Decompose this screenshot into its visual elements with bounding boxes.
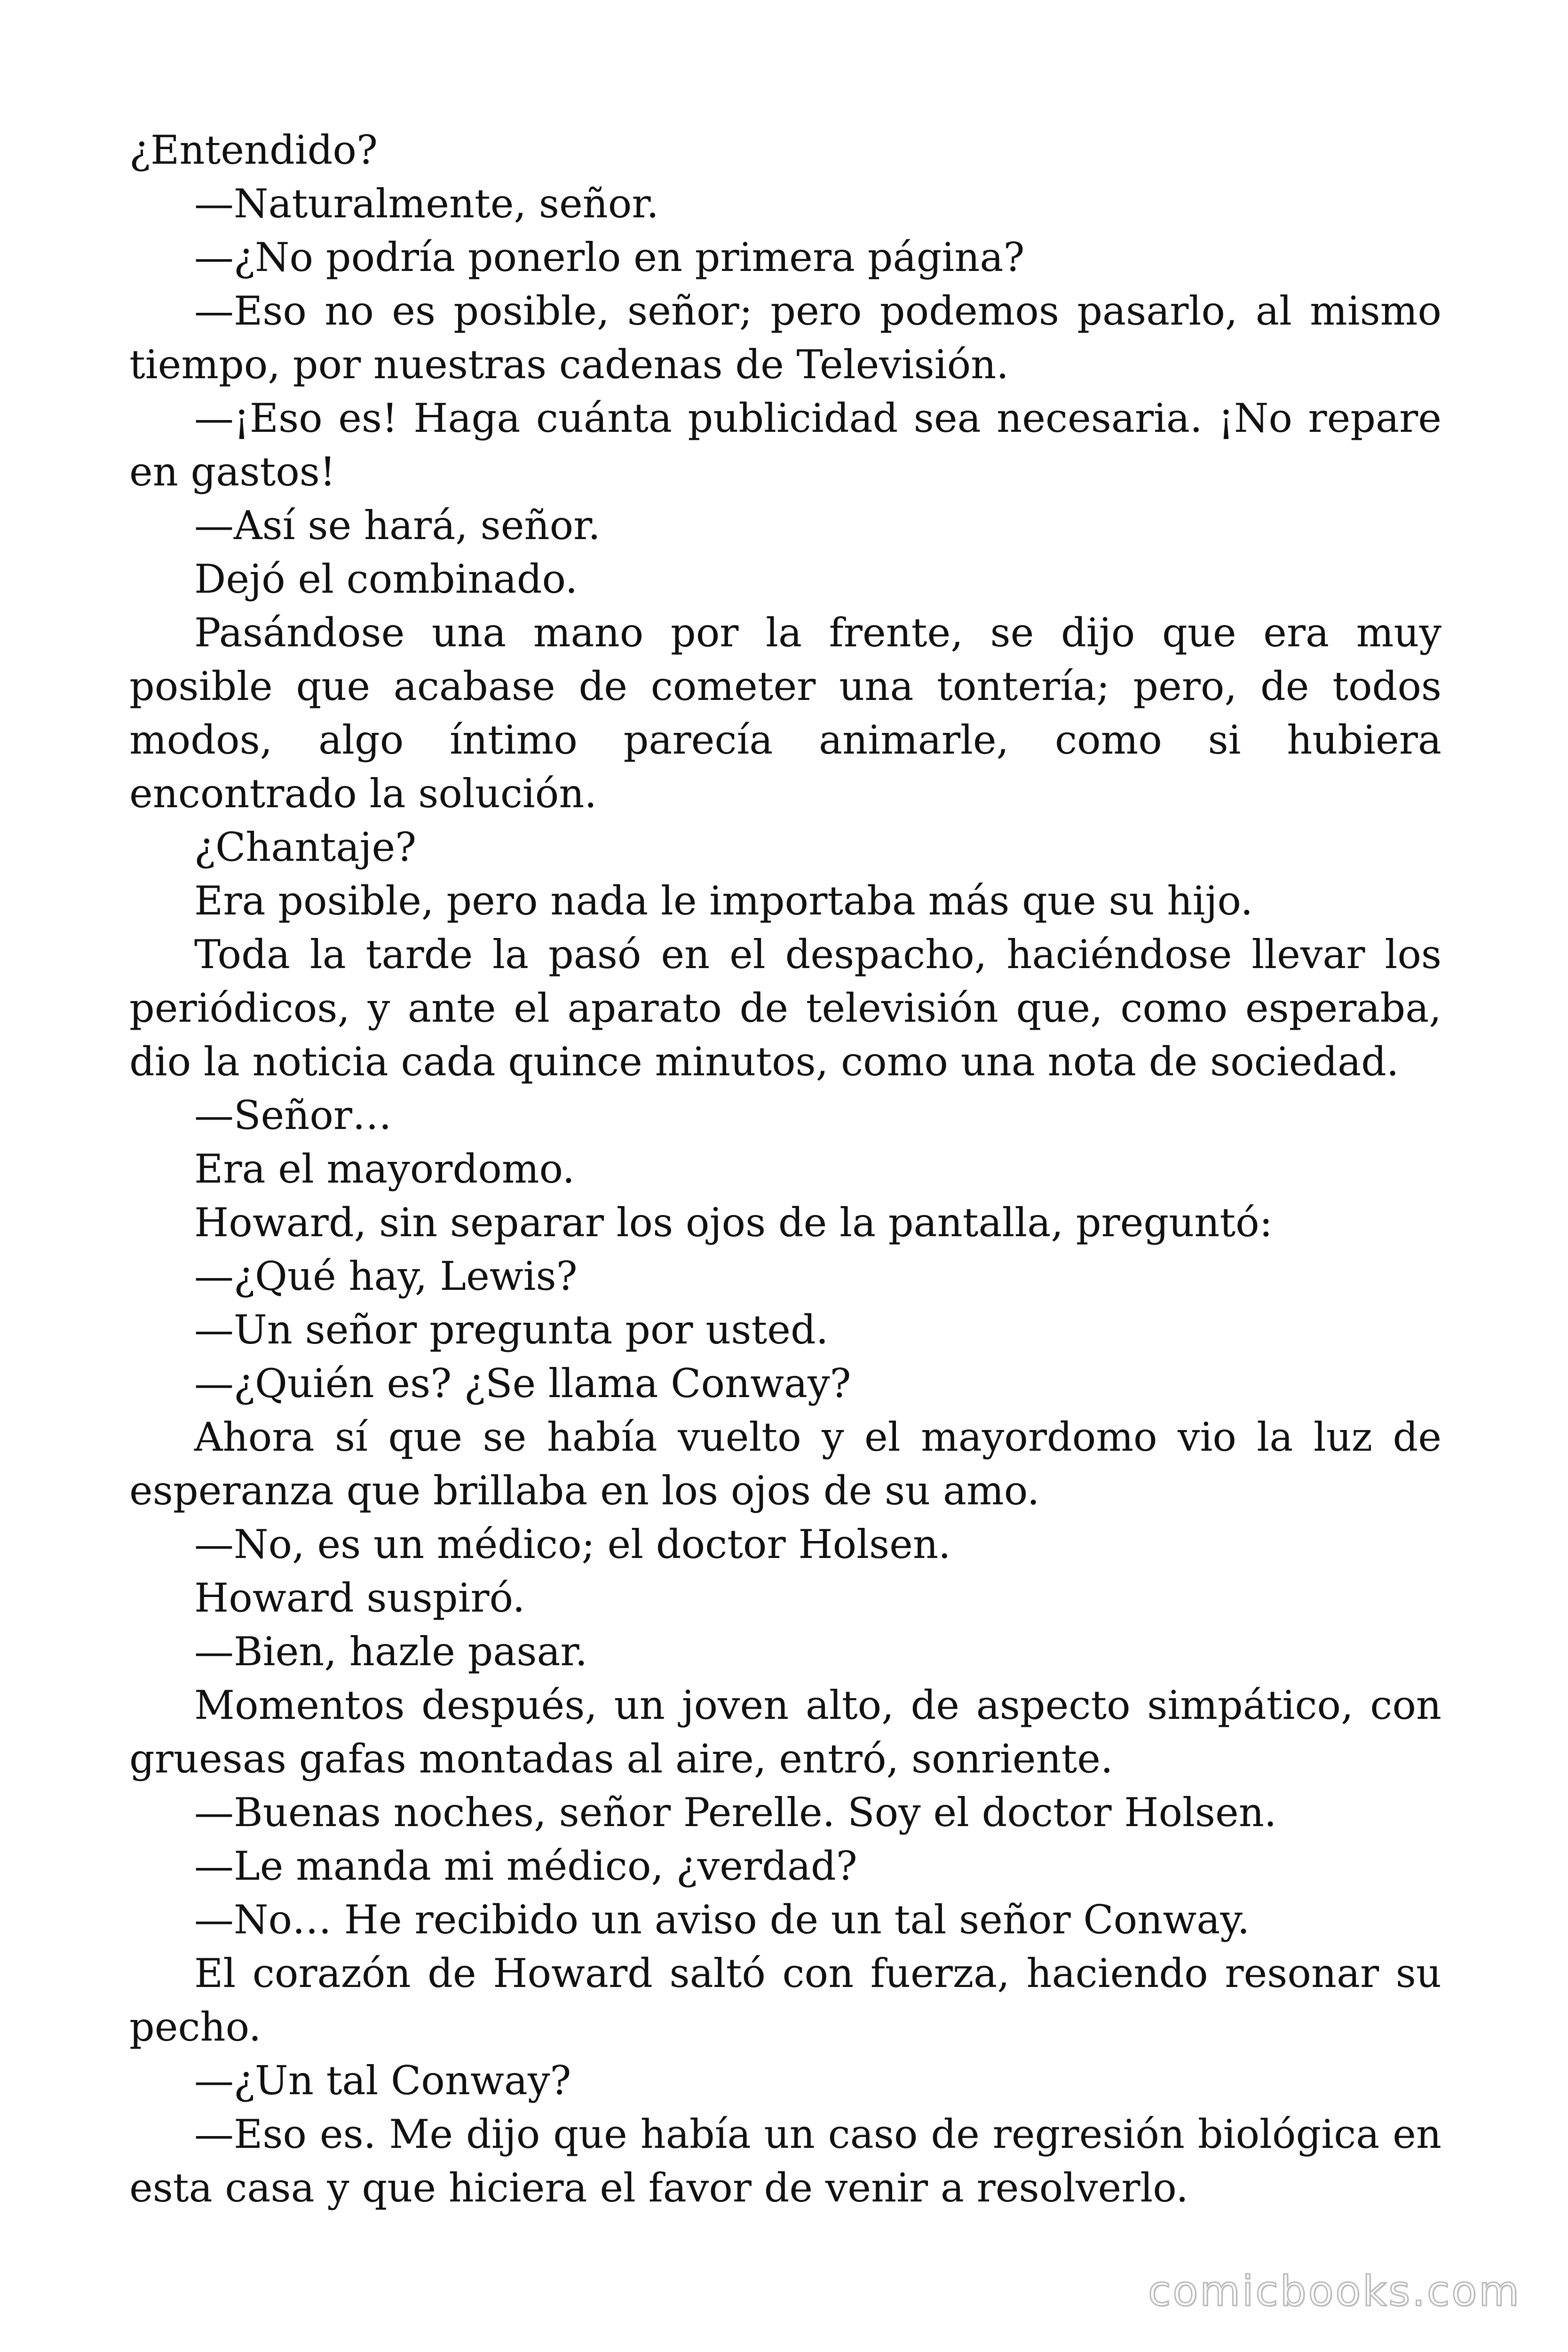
paragraph: —¿Quién es? ¿Se llama Conway?	[194, 1360, 851, 1406]
paragraph: —No, es un médico; el doctor Holsen.	[194, 1521, 951, 1567]
paragraph: —Un señor pregunta por usted.	[194, 1307, 829, 1353]
paragraph: —¡Eso es! Haga cuánta publicidad sea necesaria. ¡No repare en gastos!	[129, 395, 1441, 495]
paragraph: —¿Qué hay, Lewis?	[194, 1253, 578, 1299]
paragraph: Era el mayordomo.	[194, 1146, 575, 1192]
paragraph: —¿No podría ponerlo en primera página?	[194, 234, 1025, 280]
paragraph: Era posible, pero nada le importaba más que su hijo.	[194, 878, 1253, 924]
paragraph: —Bien, hazle pasar.	[194, 1629, 588, 1675]
paragraph: Ahora sí que se había vuelto y el mayordomo vio la luz de esperanza que brillaba en los ojos de su amo.	[129, 1414, 1441, 1514]
paragraph: —Señor…	[194, 1092, 392, 1138]
paragraph: Howard suspiró.	[194, 1575, 525, 1621]
paragraph: Toda la tarde la pasó en el despacho, haciéndose llevar los periódicos, y ante el aparato de televisión que, como esperaba, dio la noticia cada quince minutos, como una nota de sociedad.	[129, 931, 1441, 1085]
page-body-text	[129, 123, 1441, 2215]
watermark: comicbooks.com	[1148, 2267, 1521, 2315]
paragraph: —Buenas noches, señor Perelle. Soy el doctor Holsen.	[194, 1789, 1277, 1836]
paragraph: ¿Entendido?	[129, 127, 378, 173]
paragraph: Pasándose una mano por la frente, se dijo que era muy posible que acabase de cometer una tontería; pero, de todos modos, algo íntimo parecía animarle, como si hubiera encontrado la solución.	[129, 610, 1441, 817]
paragraph: —Le manda mi médico, ¿verdad?	[194, 1843, 857, 1889]
paragraph: Howard, sin separar los ojos de la pantalla, preguntó:	[194, 1200, 1273, 1246]
paragraph: —No… He recibido un aviso de un tal señor Conway.	[194, 1897, 1250, 1943]
paragraph: —Eso es. Me dijo que había un caso de regresión biológica en esta casa y que hiciera el favor de venir a resolverlo.	[129, 2111, 1441, 2211]
paragraph: Dejó el combinado.	[194, 556, 578, 602]
paragraph: —Naturalmente, señor.	[194, 181, 659, 227]
paragraph: —¿Un tal Conway?	[194, 2058, 571, 2104]
paragraph: —Así se hará, señor.	[194, 502, 601, 548]
paragraph: Momentos después, un joven alto, de aspecto simpático, con gruesas gafas montadas al aire, entró, sonriente.	[129, 1682, 1441, 1782]
paragraph: El corazón de Howard saltó con fuerza, haciendo resonar su pecho.	[129, 1950, 1441, 2050]
paragraph: —Eso no es posible, señor; pero podemos pasarlo, al mismo tiempo, por nuestras cadenas de Televisión.	[129, 288, 1441, 388]
paragraph: ¿Chantaje?	[194, 824, 417, 870]
